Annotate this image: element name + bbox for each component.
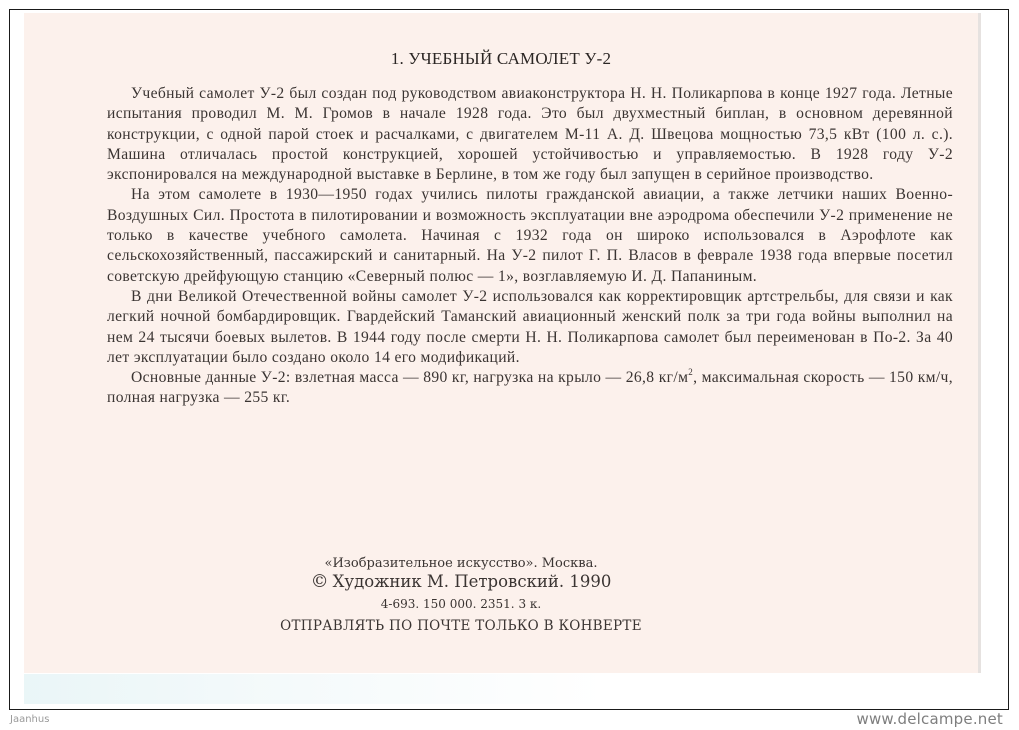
specs-superscript: 2	[688, 367, 694, 378]
copyright-icon: ©	[310, 571, 329, 592]
paragraph-history: Учебный самолет У-2 был создан под руководством авиаконструктора Н. Н. Поликарпова в конце 1927 года. Летные испытания проводил М. М. Громов в начале 1928 года. Это был двухместный биплан, в основном деревянной конструкции, с одной парой стоек и расчалками, с двигателем М-11 А. Д. Швецова мощностью 73,5 кВт (100 л. с.). Машина отличалась простой конструкцией, хорошей устойчивостью и управляемостью. В 1928 году У-2 экспонировался на международной выставке в Берлине, в том же году был запущен в серийное производство.	[107, 85, 953, 184]
seller-watermark: Jaanhus	[10, 714, 50, 725]
mailing-notice: ОТПРАВЛЯТЬ ПО ПОЧТЕ ТОЛЬКО В КОНВЕРТЕ	[280, 618, 642, 634]
artist-copyright-line	[0, 571, 938, 592]
publisher-line: «Изобразительное искусство». Москва.	[324, 556, 598, 571]
postcard-title: 1. УЧЕБНЫЙ САМОЛЕТ У-2	[390, 49, 612, 68]
postcard-back	[24, 13, 981, 673]
image-frame	[9, 9, 1009, 710]
site-watermark: www.delcampe.net	[856, 710, 1003, 728]
scan-edge-strip	[24, 674, 604, 704]
specs-suffix: , максимальная скорость — 150 км/ч, полная нагрузка — 255 кг.	[107, 369, 953, 407]
artist-credit: Художник М. Петровский. 1990	[332, 572, 612, 591]
specs-prefix: Основные данные У-2: взлетная масса — 890 кг, нагрузка на крыло — 26,8 кг/м	[131, 369, 689, 387]
print-code: 4-693. 150 000. 2351. 3 к.	[380, 597, 542, 611]
paragraph-war: В дни Великой Отечественной войны самолет У-2 использовался как корректировщик артстрельбы, для связи и как легкий ночной бомбардировщик. Гвардейский Таманский авиационный женский полк за три года войны выполнил на нем 24 тысячи боевых вылетов. В 1944 году после смерти Н. Н. Поликарпова самолет был переименован в По-2. За 40 лет эксплуатации было создано около 14 его модификаций.	[107, 287, 953, 366]
paragraph-specs	[107, 368, 953, 409]
paragraph-usage: На этом самолете в 1930—1950 годах учились пилоты гражданской авиации, а также летчики наших Военно-Воздушных Сил. Простота в пилотировании и возможность эксплуатации вне аэродрома обеспечили У-2 применение не только в качестве учебного самолета. Начиная с 1932 года он широко использовался в Аэрофлоте как сельскохозяйственный, пассажирский и санитарный. На У-2 пилот Г. П. Власов в феврале 1938 года впервые посетил советскую дрейфующую станцию «Северный полюс — 1», возглавляемую И. Д. Папаниным.	[107, 186, 953, 285]
postcard-description	[107, 84, 953, 409]
